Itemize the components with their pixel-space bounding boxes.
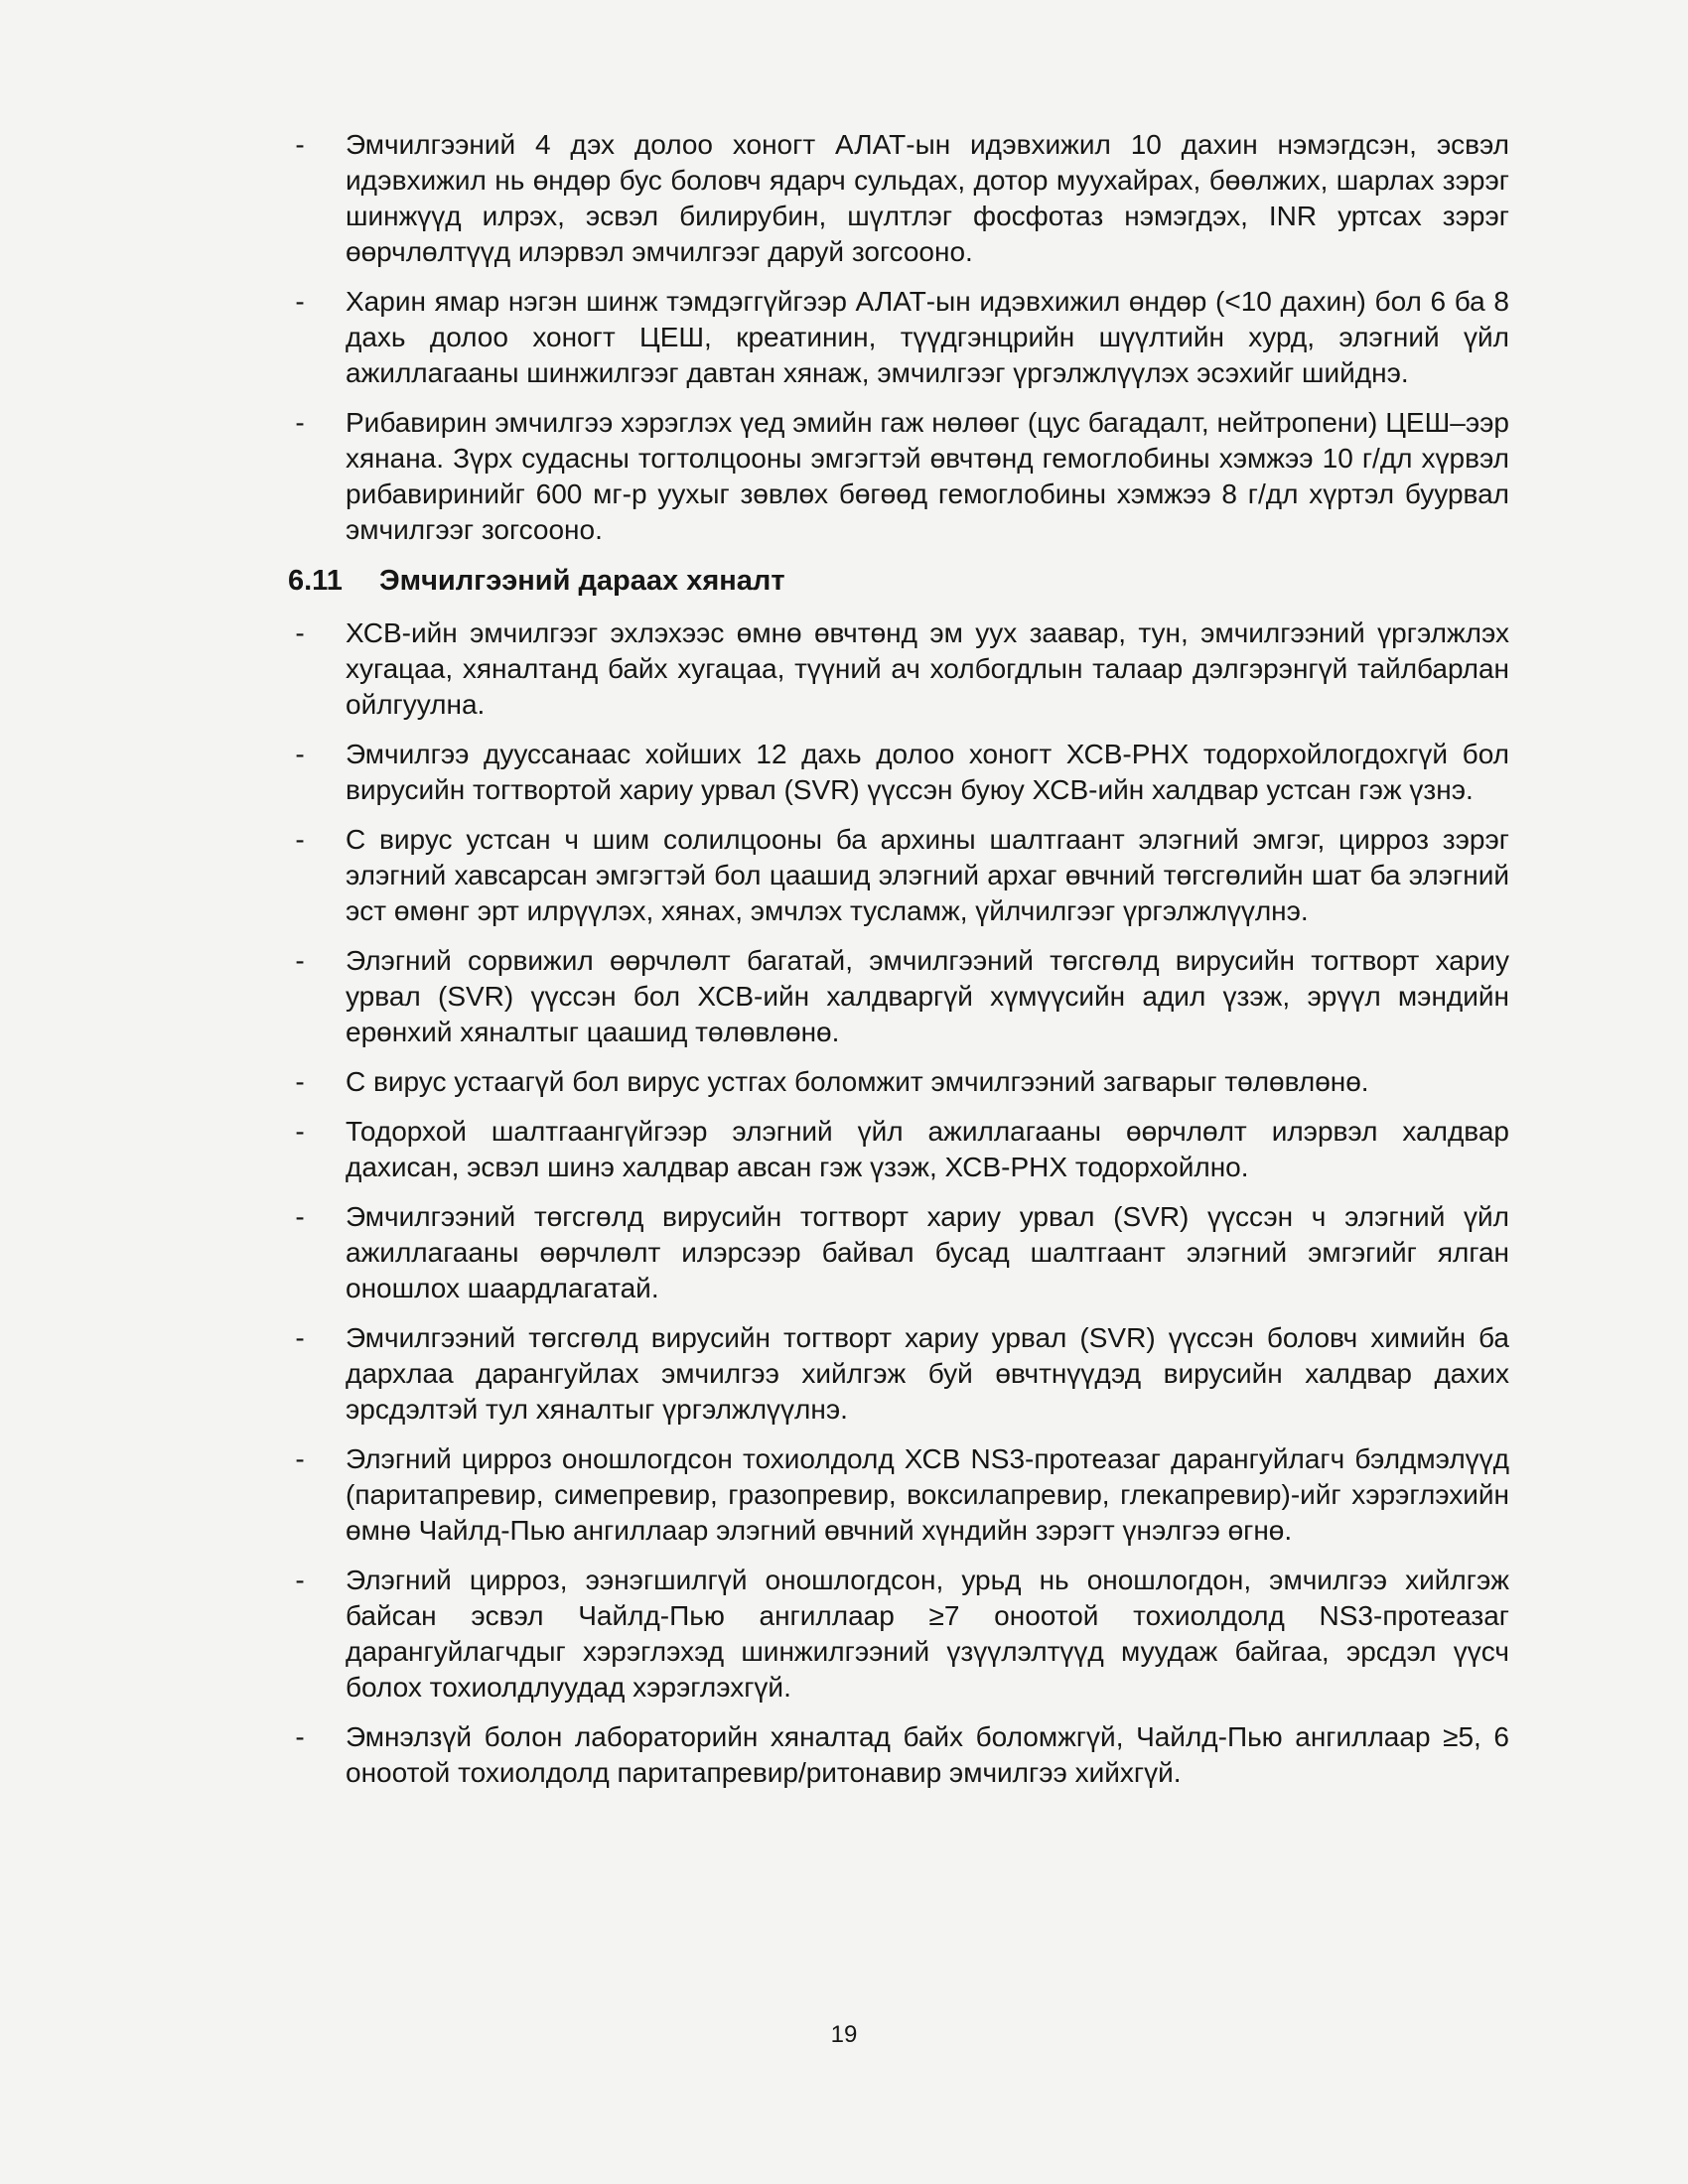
bullet-item xyxy=(288,1199,1509,1306)
bullet-dash: - xyxy=(295,739,305,769)
bullet-dash: - xyxy=(295,1322,305,1353)
bullet-text: Эмнэлзүй болон лабораторийн хяналтад байх боломжгүй, Чайлд-Пью ангиллаар ≥5, 6 оноотой тохиолдолд паритапревир/ритонавир эмчилгээ хийхгүй. xyxy=(346,1721,1509,1788)
bullet-dash: - xyxy=(295,945,305,976)
bullet-dash: - xyxy=(295,129,305,160)
bullet-list-after-section xyxy=(288,615,1509,1791)
bullet-text: Рибавирин эмчилгээ хэрэглэх үед эмийн гаж нөлөөг (цус багадалт, нейтропени) ЦЕШ–ээр хянана. Зүрх судасны тогтолцооны эмгэгтэй өвчтөнд гемоглобины хэмжээ 10 г/дл хүрвэл рибавиринийг 600 мг-р уухыг зөвлөх бөгөөд гемоглобины хэмжээ 8 г/дл хүртэл буурвал эмчилгээг зогсооно. xyxy=(346,407,1509,545)
bullet-text: ХСВ-ийн эмчилгээг эхлэхээс өмнө өвчтөнд эм уух заавар, тун, эмчилгээний үргэлжлэх хугацаа, хяналтанд байх хугацаа, түүний ач холбогдлын талаар дэлгэрэнгүй тайлбарлан ойлгуулна. xyxy=(346,617,1509,720)
bullet-item xyxy=(288,1320,1509,1428)
bullet-item xyxy=(288,615,1509,723)
bullet-text: С вирус устаагүй бол вирус устгах боломжит эмчилгээний загварыг төлөвлөнө. xyxy=(346,1066,1369,1097)
section-title: Эмчилгээний дараах хяналт xyxy=(379,565,785,597)
bullet-text: Эмчилгээний төгсгөлд вирусийн тогтворт хариу урвал (SVR) үүссэн ч элэгний үйл ажиллагааны өөрчлөлт илэрсээр байвал бусад шалтгаант элэгний эмгэгийг ялган оношлох шаардлагатай. xyxy=(346,1201,1509,1303)
bullet-item xyxy=(288,1441,1509,1549)
page-number: 19 xyxy=(830,2021,858,2048)
bullet-item xyxy=(288,405,1509,548)
page-content xyxy=(288,127,1509,1805)
bullet-dash: - xyxy=(295,1443,305,1474)
bullet-text: Харин ямар нэгэн шинж тэмдэггүйгээр АЛАТ-ын идэвхижил өндөр (<10 дахин) бол 6 ба 8 дахь долоо хоногт ЦЕШ, креатинин, түүдгэнцрийн шүүлтийн хурд, элэгний үйл ажиллагааны шинжилгээг давтан хянаж, эмчилгээг үргэлжлүүлэх эсэхийг шийднэ. xyxy=(346,286,1509,388)
bullet-item xyxy=(288,1719,1509,1791)
bullet-item xyxy=(288,1114,1509,1185)
bullet-dash: - xyxy=(295,824,305,855)
bullet-dash: - xyxy=(295,1565,305,1595)
bullet-dash: - xyxy=(295,1116,305,1147)
bullet-dash: - xyxy=(295,286,305,317)
bullet-dash: - xyxy=(295,617,305,648)
bullet-item xyxy=(288,1563,1509,1706)
bullet-text: Элэгний цирроз, ээнэгшилгүй оношлогдсон, урьд нь оношлогдон, эмчилгээ хийлгэж байсан эсвэл Чайлд-Пью ангиллаар ≥7 оноотой тохиолдолд NS3-протеазаг дарангуйлагчдыг хэрэглэхэд шинжилгээний үзүүлэлтүүд муудаж байгаа, эрсдэл үүсч болох тохиолдлуудад хэрэглэхгүй. xyxy=(346,1565,1509,1703)
section-heading xyxy=(288,562,1509,600)
section-number: 6.11 xyxy=(288,565,343,597)
bullet-text: Тодорхой шалтгаангүйгээр элэгний үйл ажиллагааны өөрчлөлт илэрвэл халдвар дахисан, эсвэл шинэ халдвар авсан гэж үзэж, ХСВ-РНХ тодорхойлно. xyxy=(346,1116,1509,1182)
bullet-list-before-section xyxy=(288,127,1509,548)
bullet-text: Элэгний цирроз оношлогдсон тохиолдолд ХСВ NS3-протеазаг дарангуйлагч бэлдмэлүүд (паритапревир, симепревир, гразопревир, воксилапревир, глекапревир)-ийг хэрэглэхийн өмнө Чайлд-Пью ангиллаар элэгний өвчний хүндийн зэрэгт үнэлгээ өгнө. xyxy=(346,1443,1509,1546)
bullet-item xyxy=(288,1064,1509,1100)
bullet-text: Эмчилгээний төгсгөлд вирусийн тогтворт хариу урвал (SVR) үүссэн боловч химийн ба дархлаа дарангуйлах эмчилгээ хийлгэж буй өвчтнүүдэд вирусийн халдвар дахих эрсдэлтэй тул хяналтыг үргэлжлүүлнэ. xyxy=(346,1322,1509,1425)
bullet-dash: - xyxy=(295,1066,305,1097)
bullet-item xyxy=(288,822,1509,929)
bullet-item xyxy=(288,284,1509,391)
bullet-text: Эмчилгээний 4 дэх долоо хоногт АЛАТ-ын идэвхижил 10 дахин нэмэгдсэн, эсвэл идэвхижил нь өндөр бус боловч ядарч сульдах, дотор муухайрах, бөөлжих, шарлах зэрэг шинжүүд илрэх, эсвэл билирубин, шүлтлэг фосфотаз нэмэгдэх, INR уртсах зэрэг өөрчлөлтүүд илэрвэл эмчилгээг даруй зогсооно. xyxy=(346,129,1509,267)
bullet-text: Эмчилгээ дууссанаас хойших 12 дахь долоо хоногт ХСВ-РНХ тодорхойлогдохгүй бол вирусийн тогтвортой хариу урвал (SVR) үүссэн буюу ХСВ-ийн халдвар устсан гэж үзнэ. xyxy=(346,739,1509,805)
bullet-item xyxy=(288,127,1509,270)
bullet-item xyxy=(288,943,1509,1050)
bullet-text: С вирус устсан ч шим солилцооны ба архины шалтгаант элэгний эмгэг, цирроз зэрэг элэгний хавсарсан эмгэгтэй бол цаашид элэгний архаг өвчний төгсгөлийн шат ба элэгний эст өмөнг эрт илрүүлэх, хянах, эмчлэх тусламж, үйлчилгээг үргэлжлүүлнэ. xyxy=(346,824,1509,926)
bullet-dash: - xyxy=(295,407,305,438)
bullet-dash: - xyxy=(295,1201,305,1232)
bullet-dash: - xyxy=(295,1721,305,1752)
bullet-item xyxy=(288,737,1509,808)
bullet-text: Элэгний сорвижил өөрчлөлт багатай, эмчилгээний төгсгөлд вирусийн тогтворт хариу урвал (SVR) үүссэн бол ХСВ-ийн халдваргүй хүмүүсийн адил үзэж, эрүүл мэндийн ерөнхий хяналтыг цаашид төлөвлөнө. xyxy=(346,945,1509,1047)
